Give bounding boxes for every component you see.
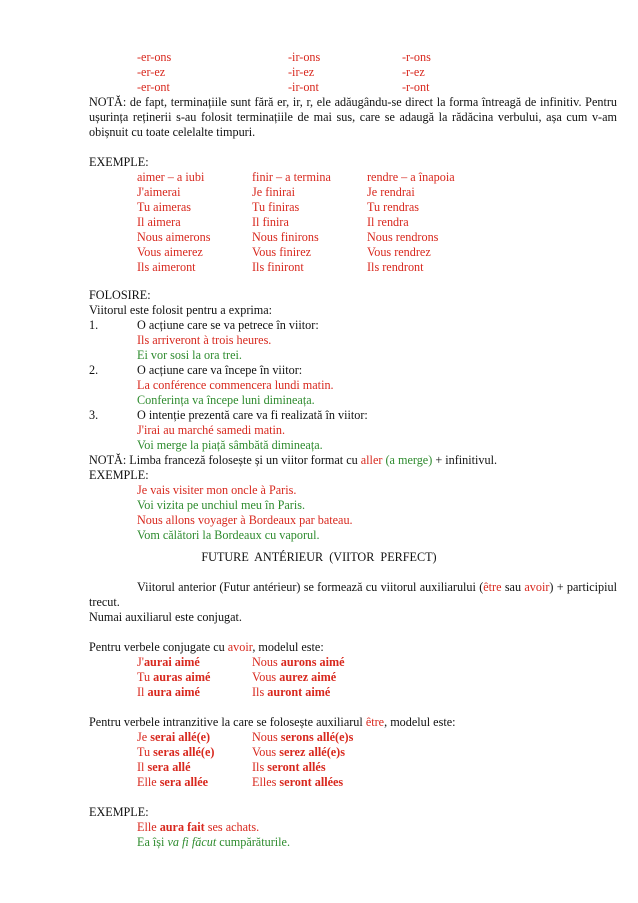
fa-paragraph [89, 580, 617, 610]
nota-aller-end: + infinitivul. [432, 453, 498, 467]
fa-auxiliar-note: Numai auxiliarul este conjugat. [89, 610, 242, 624]
etre-word: être [483, 580, 502, 594]
etre-form [137, 760, 190, 775]
conj-cell: Ils rendront [367, 260, 424, 274]
ending-r-ont: -r-ont [402, 80, 430, 94]
pronoun: Nous [252, 655, 281, 669]
pronoun: Elle [137, 775, 160, 789]
item-number: 2. [89, 363, 99, 377]
etre-form [252, 775, 343, 790]
verb-form: sera allé [147, 760, 191, 774]
pronoun: Vous [252, 745, 280, 759]
avoir-intro [89, 640, 324, 655]
ending-er-ons: -er-ons [137, 50, 172, 64]
item-text: O acțiune care va începe în viitor: [137, 363, 303, 377]
aller-word: aller [360, 453, 383, 467]
pronoun: Ils [252, 685, 268, 699]
verb-form: aurai aimé [143, 655, 200, 669]
verb-form: serai allé(e) [150, 730, 211, 744]
conj-cell: J'aimerai [137, 185, 181, 199]
avoir-word: avoir [524, 580, 550, 594]
ending-ir-ons: -ir-ons [288, 50, 321, 64]
item-french-example: Ils arriveront à trois heures. [137, 333, 272, 347]
aller-example-ro: Voi vizita pe unchiul meu în Paris. [137, 498, 306, 512]
fa-example-fr [137, 820, 259, 835]
item-french-example: La conférence commencera lundi matin. [137, 378, 334, 392]
verb-form: aurez aimé [279, 670, 337, 684]
conj-cell: Ils finiront [252, 260, 304, 274]
etre-form [137, 775, 208, 790]
fa-sau: sau [501, 580, 525, 594]
avoir-intro-end: , modelul este: [252, 640, 324, 654]
verb-form: seront allés [267, 760, 326, 774]
verb-header-finir: finir – a termina [252, 170, 331, 184]
item-romanian-example: Voi merge la piață sâmbătă dimineața. [137, 438, 323, 452]
pronoun: Nous [252, 730, 281, 744]
item-text: O acțiune care se va petrece în viitor: [137, 318, 319, 332]
conj-cell: Vous aimerez [137, 245, 203, 259]
conj-cell: Nous finirons [252, 230, 319, 244]
item-romanian-example: Ei vor sosi la ora trei. [137, 348, 242, 362]
verb-form: seras allé(e) [153, 745, 215, 759]
conj-cell: Nous aimerons [137, 230, 211, 244]
item-text: O intenție prezentă care va fi realizată în viitor: [137, 408, 368, 422]
conj-cell: Tu finiras [252, 200, 300, 214]
pronoun: J' [137, 655, 144, 669]
fr-part: Elle [137, 820, 160, 834]
etre-form [252, 760, 326, 775]
etre-intro [89, 715, 456, 730]
fr-verb: aura fait [159, 820, 205, 834]
exemple-heading: EXEMPLE: [89, 468, 149, 482]
fa-example-ro [137, 835, 290, 850]
avoir-form [252, 670, 336, 685]
conj-cell: Nous rendrons [367, 230, 439, 244]
verb-header-aimer: aimer – a iubi [137, 170, 205, 184]
avoir-form [137, 685, 200, 700]
etre-form [252, 745, 345, 760]
pronoun: Tu [137, 745, 154, 759]
folosire-heading: FOLOSIRE: [89, 288, 151, 302]
conj-cell: Tu rendras [367, 200, 420, 214]
etre-form [252, 730, 353, 745]
nota-aller [89, 453, 497, 468]
ending-ir-ez: -ir-ez [288, 65, 315, 79]
ending-ir-ont: -ir-ont [288, 80, 319, 94]
verb-form: auras aimé [153, 670, 211, 684]
etre-form [137, 745, 214, 760]
aller-example-fr: Je vais visiter mon oncle à Paris. [137, 483, 297, 497]
verb-form: serez allé(e)s [279, 745, 345, 759]
ending-r-ons: -r-ons [402, 50, 431, 64]
item-romanian-example: Conferința va începe luni dimineața. [137, 393, 315, 407]
exemple-heading: EXEMPLE: [89, 805, 149, 819]
avoir-word: avoir [227, 640, 253, 654]
ro-part: cumpărăturile. [216, 835, 290, 849]
conj-cell: Il rendra [367, 215, 409, 229]
aller-translation: (a merge) [385, 453, 433, 467]
etre-word: être [365, 715, 385, 729]
etre-intro-end: , modelul este: [384, 715, 456, 729]
ro-part: Ea își [137, 835, 168, 849]
pronoun: Il [137, 760, 148, 774]
pronoun: Il [137, 685, 148, 699]
avoir-form [252, 685, 330, 700]
pronoun: Je [137, 730, 151, 744]
section-title: FUTURE ANTÉRIEUR (VIITOR PERFECT) [201, 550, 437, 564]
fa-text-2: ) + participiul trecut. [89, 580, 617, 609]
aller-example-fr: Nous allons voyager à Bordeaux par bateau. [137, 513, 353, 527]
conj-cell: Je finirai [252, 185, 295, 199]
avoir-form [252, 655, 345, 670]
etre-intro-text: Pentru verbele intranzitive la care se folosește auxiliarul [89, 715, 366, 729]
folosire-intro: Viitorul este folosit pentru a exprima: [89, 303, 273, 317]
verb-form: aurons aimé [280, 655, 345, 669]
conj-cell: Tu aimeras [137, 200, 192, 214]
pronoun: Tu [137, 670, 154, 684]
nota-paragraph: NOTĂ: de fapt, terminațiile sunt fără er, ir, r, ele adăugându-se direct la forma întreagă de infinitiv. Pentru ușurința reținerii s-au folosit terminațiile de mai sus, care se adaugă la rădăcina verbului, așa cum v-am obișnuit cu toate celelalte timpuri. [89, 95, 617, 139]
conj-cell: Il finira [252, 215, 289, 229]
aller-example-ro: Vom călători la Bordeaux cu vaporul. [137, 528, 320, 542]
fr-part: ses achats. [204, 820, 260, 834]
conj-cell: Je rendrai [367, 185, 415, 199]
avoir-form [137, 655, 200, 670]
ending-r-ez: -r-ez [402, 65, 425, 79]
conj-cell: Ils aimeront [137, 260, 196, 274]
item-french-example: J'irai au marché samedi matin. [137, 423, 286, 437]
avoir-form [137, 670, 210, 685]
conj-cell: Vous finirez [252, 245, 312, 259]
verb-header-rendre: rendre – a înapoia [367, 170, 455, 184]
fa-text-1: Viitorul anterior (Futur antérieur) se formează cu viitorul auxiliarului ( [137, 580, 484, 594]
verb-form: serons allé(e)s [280, 730, 354, 744]
ending-er-ez: -er-ez [137, 65, 166, 79]
pronoun: Elles [252, 775, 280, 789]
verb-form: auront aimé [267, 685, 331, 699]
verb-form: aura aimé [147, 685, 200, 699]
ro-verb: va fi făcut [167, 835, 217, 849]
exemple-heading: EXEMPLE: [89, 155, 149, 169]
verb-form: seront allées [279, 775, 344, 789]
avoir-intro-text: Pentru verbele conjugate cu [89, 640, 228, 654]
etre-form [137, 730, 210, 745]
conj-cell: Il aimera [137, 215, 181, 229]
nota-aller-text: NOTĂ: Limba franceză folosește și un viitor format cu [89, 453, 361, 467]
conj-cell: Vous rendrez [367, 245, 431, 259]
pronoun: Ils [252, 760, 268, 774]
ending-er-ont: -er-ont [137, 80, 170, 94]
verb-form: sera allée [159, 775, 209, 789]
item-number: 1. [89, 318, 99, 332]
item-number: 3. [89, 408, 99, 422]
pronoun: Vous [252, 670, 280, 684]
